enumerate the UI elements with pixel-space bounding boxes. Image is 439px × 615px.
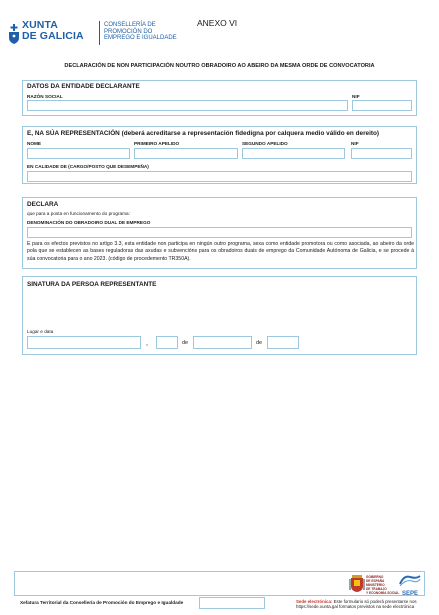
gov-line-3: MINISTERIO	[366, 583, 385, 587]
signature-section	[22, 276, 417, 355]
entity-section	[22, 80, 417, 116]
gov-line-1: GOBIERNO	[366, 575, 384, 579]
footer-code-field[interactable]	[199, 597, 265, 609]
department-line-1: CONSELLERÍA DE	[104, 22, 156, 28]
workshop-label: DENOMINACIÓN DO OBRADOIRO DUAL DE EMPREGO	[27, 220, 151, 225]
razon-social-label: RAZÓN SOCIAL	[27, 94, 63, 99]
document-title: DECLARACIÓN DE NON PARTICIPACIÓN NOUTRO OBRADOIRO AO ABEIRO DA MESMA ORDE DE CONVOCATORIA	[64, 63, 375, 69]
entity-nif-field[interactable]	[352, 100, 412, 111]
annex-label: ANEXO VI	[197, 18, 238, 28]
sede-line-3: formatos previstos na sede electrónica	[338, 604, 415, 609]
sede-url[interactable]: https://sede.xunta.gal	[296, 604, 338, 609]
place-field[interactable]	[27, 336, 141, 349]
name-label: NOME	[27, 141, 42, 146]
de-separator-1: de	[182, 340, 189, 346]
logo-line-2: DE GALICIA	[22, 30, 84, 42]
representative-nif-label: NIF	[351, 141, 359, 146]
first-surname-label: PRIMEIRO APELIDO	[134, 141, 180, 146]
place-date-label: Lugar e data	[27, 329, 54, 334]
sepe-logo-icon	[398, 573, 422, 586]
signature-heading: SINATURA DA PERSOA REPRESENTANTE	[27, 281, 157, 288]
sede-label: Sede electrónica:	[296, 599, 333, 604]
second-surname-label: SEGUNDO APELIDO	[242, 141, 288, 146]
gov-line-5: Y ECONOMÍA SOCIAL	[366, 591, 400, 595]
gov-line-4: DE TRABAJO	[366, 587, 387, 591]
day-field[interactable]	[156, 336, 178, 349]
entity-nif-label: NIF	[352, 94, 360, 99]
capacity-label: EN CALIDADE DE (CARGO/POSTO QUE DESEMPEÑA)	[27, 164, 149, 169]
sepe-label: SEPE	[401, 591, 418, 597]
declaration-section	[22, 197, 417, 269]
workshop-field[interactable]	[27, 227, 412, 238]
representative-nif-field[interactable]	[351, 148, 412, 159]
month-field[interactable]	[193, 336, 252, 349]
footer-office: Xefatura Territorial da Consellería de Promoción do Emprego e Igualdade	[20, 600, 184, 605]
sede-notice	[296, 599, 417, 609]
department-line-3: EMPREGO E IGUALDADE	[104, 35, 177, 42]
de-separator-2: de	[256, 340, 263, 346]
entity-heading: DATOS DA ENTIDADE DECLARANTE	[27, 83, 140, 90]
department-name	[104, 22, 177, 42]
declaration-heading: DECLARA	[27, 201, 59, 208]
declaration-intro: que para a posta en funcionamento do programa:	[27, 211, 130, 216]
year-field[interactable]	[267, 336, 299, 349]
comma-separator: ,	[146, 340, 148, 347]
representative-section	[22, 126, 417, 184]
declaration-body: E para os efectos previstos no artigo 3.3, esta entidade non participa en ningún outro programa, sexa como entidade promotora ou como asociada, ao abeiro da orde pola que se establecen as bases reguladoras das axudas e subvencións para os obradoiros duais de emprego da Comunidade Autónoma de Galicia, e se procede á súa convocatoria para o ano 2023. (código de procedemento TR350A).	[27, 241, 414, 262]
spain-crest-icon	[349, 575, 365, 592]
capacity-field[interactable]	[27, 171, 412, 182]
logo-divider	[99, 21, 100, 45]
name-field[interactable]	[27, 148, 130, 159]
logo-line-1: XUNTA	[22, 19, 58, 31]
gov-line-2: DE ESPAÑA	[366, 579, 385, 583]
sepe-logo	[398, 573, 422, 597]
razon-social-field[interactable]	[27, 100, 348, 111]
second-surname-field[interactable]	[242, 148, 345, 159]
department-line-2: PROMOCIÓN DO	[104, 28, 153, 35]
xunta-emblem-icon	[8, 24, 20, 44]
first-surname-field[interactable]	[134, 148, 238, 159]
sede-line-1: Este formulario só poderá presentarse nos	[333, 599, 417, 604]
xunta-logo-text	[22, 20, 84, 42]
representative-heading: E, NA SÚA REPRESENTACIÓN (deberá acreditarse a representación fidedigna por calquera medio válido en dereito)	[27, 130, 380, 137]
government-logo-text	[366, 575, 399, 595]
